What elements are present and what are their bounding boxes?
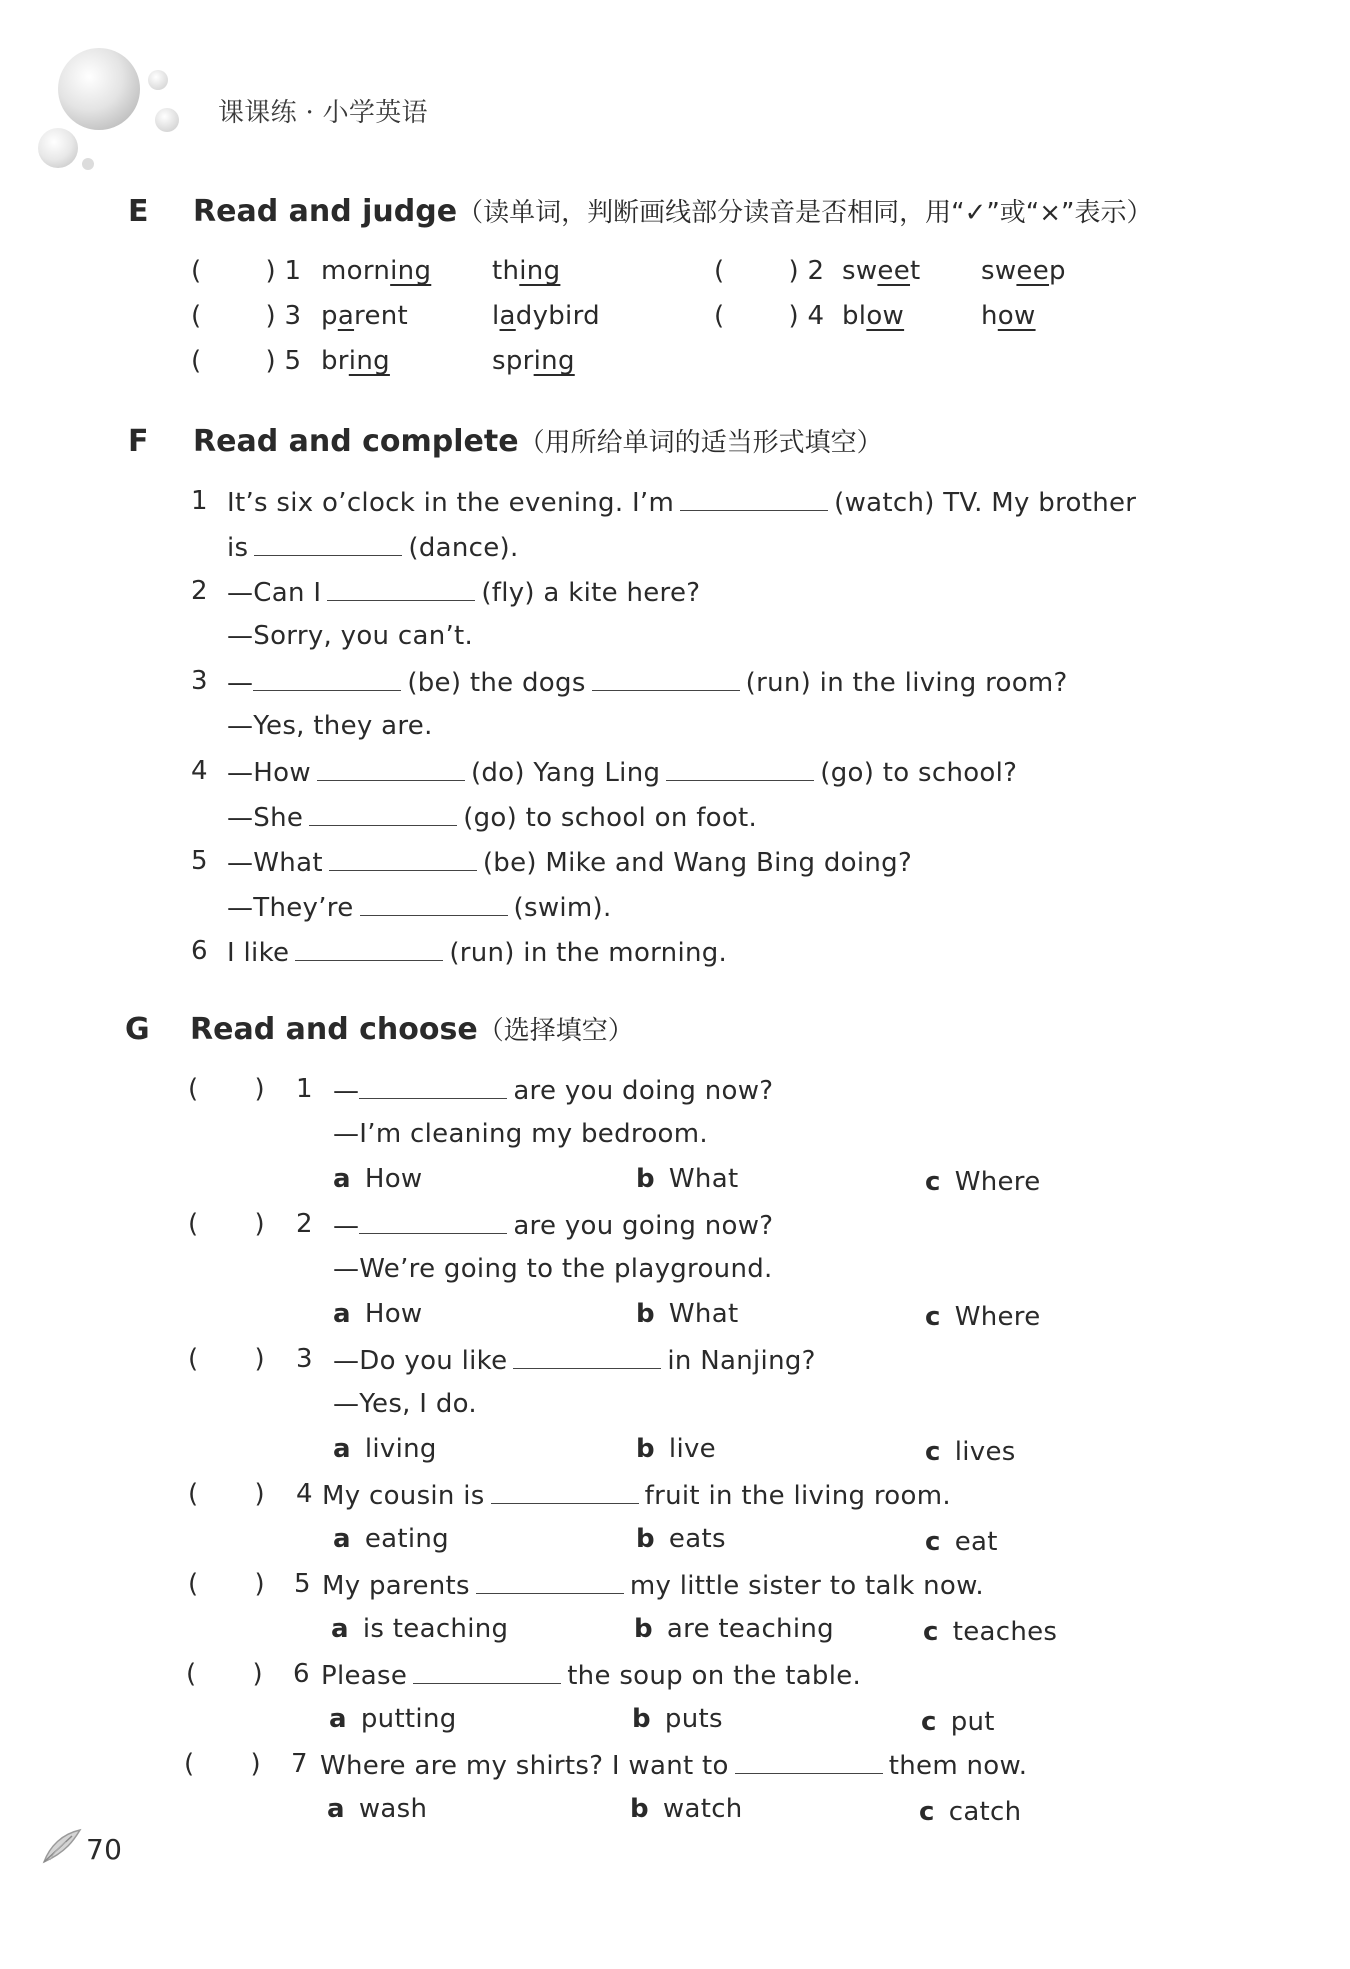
answer-blank[interactable] bbox=[666, 754, 814, 781]
section-g-instruction: （选择填空） bbox=[477, 1016, 634, 1046]
choose-item-5-option-a[interactable]: a is teaching bbox=[331, 1614, 509, 1644]
answer-blank[interactable] bbox=[317, 754, 465, 781]
judge-item-1-word2: thing bbox=[492, 256, 561, 286]
header-bubbles-decoration bbox=[30, 40, 180, 170]
judge-item-2: ( ) 2 bbox=[714, 256, 825, 286]
answer-blank[interactable] bbox=[491, 1477, 639, 1504]
answer-blank[interactable] bbox=[592, 664, 740, 691]
complete-item-2-line2: —Sorry, you can’t. bbox=[227, 621, 474, 651]
answer-blank[interactable] bbox=[513, 1342, 661, 1369]
complete-item-5-line2: —They’re (swim). bbox=[227, 889, 612, 925]
choose-item-7-option-c[interactable]: c catch bbox=[919, 1797, 1022, 1827]
choose-item-1-option-b[interactable]: b What bbox=[636, 1164, 739, 1194]
choose-item-7-bracket[interactable]: ( ) bbox=[184, 1749, 261, 1779]
judge-item-2-word1: sweet bbox=[842, 256, 921, 286]
complete-item-1-num: 1 bbox=[191, 486, 208, 516]
section-g-letter: G bbox=[125, 1012, 150, 1047]
section-g-title: Read and choose bbox=[190, 1012, 478, 1047]
answer-blank[interactable] bbox=[359, 1207, 507, 1234]
complete-item-3-num: 3 bbox=[191, 666, 208, 696]
choose-item-7-num: 7 bbox=[291, 1749, 308, 1779]
judge-item-3-word1: parent bbox=[321, 301, 409, 331]
judge-item-2-word2: sweep bbox=[981, 256, 1066, 286]
choose-item-2-bracket[interactable]: ( ) bbox=[188, 1209, 265, 1239]
choose-item-2-option-c[interactable]: c Where bbox=[925, 1302, 1041, 1332]
complete-item-6-num: 6 bbox=[191, 936, 208, 966]
judge-item-1: ( ) 1 bbox=[191, 256, 302, 286]
choose-item-6-option-a[interactable]: a putting bbox=[329, 1704, 457, 1734]
choose-item-5-question: My parents my little sister to talk now. bbox=[322, 1567, 984, 1603]
choose-item-6-question: Please the soup on the table. bbox=[321, 1657, 861, 1693]
answer-blank[interactable] bbox=[253, 664, 401, 691]
judge-item-5: ( ) 5 bbox=[191, 346, 302, 376]
answer-blank[interactable] bbox=[735, 1747, 883, 1774]
answer-blank[interactable] bbox=[309, 799, 457, 826]
choose-item-2-option-a[interactable]: a How bbox=[333, 1299, 423, 1329]
choose-item-4-option-b[interactable]: b eats bbox=[636, 1524, 726, 1554]
choose-item-7-question: Where are my shirts? I want to them now. bbox=[320, 1747, 1027, 1783]
section-e-heading bbox=[193, 194, 1153, 231]
choose-item-1-option-c[interactable]: c Where bbox=[925, 1167, 1041, 1197]
choose-item-6-option-b[interactable]: b puts bbox=[632, 1704, 723, 1734]
choose-item-7-option-a[interactable]: a wash bbox=[327, 1794, 428, 1824]
choose-item-2-option-b[interactable]: b What bbox=[636, 1299, 739, 1329]
answer-blank[interactable] bbox=[295, 934, 443, 961]
answer-blank[interactable] bbox=[476, 1567, 624, 1594]
complete-item-3-line2: —Yes, they are. bbox=[227, 711, 433, 741]
judge-item-4-word2: how bbox=[981, 301, 1036, 331]
choose-item-1-num: 1 bbox=[296, 1074, 313, 1104]
answer-blank[interactable] bbox=[254, 529, 402, 556]
choose-item-3-option-a[interactable]: a living bbox=[333, 1434, 437, 1464]
choose-item-1-option-a[interactable]: a How bbox=[333, 1164, 423, 1194]
section-f-heading bbox=[193, 424, 883, 461]
complete-item-4-line2: —She (go) to school on foot. bbox=[227, 799, 757, 835]
section-f-instruction: （用所给单词的适当形式填空） bbox=[518, 428, 883, 458]
choose-item-5-num: 5 bbox=[294, 1569, 311, 1599]
judge-item-4: ( ) 4 bbox=[714, 301, 825, 331]
choose-item-7-option-b[interactable]: b watch bbox=[630, 1794, 743, 1824]
judge-item-3-word2: ladybird bbox=[492, 301, 600, 331]
choose-item-3-option-b[interactable]: b live bbox=[636, 1434, 716, 1464]
choose-item-6-num: 6 bbox=[293, 1659, 310, 1689]
choose-item-4-question: My cousin is fruit in the living room. bbox=[322, 1477, 951, 1513]
choose-item-5-option-b[interactable]: b are teaching bbox=[634, 1614, 834, 1644]
complete-item-4-line1: —How (do) Yang Ling (go) to school? bbox=[227, 754, 1017, 790]
choose-item-2-answer-line: —We’re going to the playground. bbox=[333, 1254, 773, 1284]
page-number: 70 bbox=[86, 1833, 123, 1866]
section-f-letter: F bbox=[128, 424, 149, 459]
complete-item-4-num: 4 bbox=[191, 756, 208, 786]
section-g-heading bbox=[190, 1012, 634, 1049]
judge-item-5-word1: bring bbox=[321, 346, 390, 376]
complete-item-3-line1: — (be) the dogs (run) in the living room? bbox=[227, 664, 1068, 700]
complete-item-1-line1: It’s six o’clock in the evening. I’m (watch) TV. My brother bbox=[227, 484, 1136, 520]
choose-item-4-bracket[interactable]: ( ) bbox=[188, 1479, 265, 1509]
choose-item-3-option-c[interactable]: c lives bbox=[925, 1437, 1016, 1467]
choose-item-4-num: 4 bbox=[296, 1479, 313, 1509]
answer-blank[interactable] bbox=[360, 889, 508, 916]
complete-item-1-line2: is (dance). bbox=[227, 529, 519, 565]
section-e-letter: E bbox=[128, 194, 149, 229]
section-e-title: Read and judge bbox=[193, 194, 458, 229]
complete-item-2-line1: —Can I (fly) a kite here? bbox=[227, 574, 700, 610]
choose-item-1-bracket[interactable]: ( ) bbox=[188, 1074, 265, 1104]
choose-item-4-option-c[interactable]: c eat bbox=[925, 1527, 998, 1557]
choose-item-2-question: — are you going now? bbox=[333, 1207, 773, 1243]
section-f-title: Read and complete bbox=[193, 424, 519, 459]
answer-blank[interactable] bbox=[680, 484, 828, 511]
choose-item-4-option-a[interactable]: a eating bbox=[333, 1524, 449, 1554]
answer-blank[interactable] bbox=[413, 1657, 561, 1684]
choose-item-3-bracket[interactable]: ( ) bbox=[188, 1344, 265, 1374]
complete-item-2-num: 2 bbox=[191, 576, 208, 606]
choose-item-2-num: 2 bbox=[296, 1209, 313, 1239]
section-e-instruction: （读单词，判断画线部分读音是否相同，用“✓”或“×”表示） bbox=[457, 198, 1153, 228]
choose-item-3-answer-line: —Yes, I do. bbox=[333, 1389, 477, 1419]
complete-item-5-line1: —What (be) Mike and Wang Bing doing? bbox=[227, 844, 912, 880]
complete-item-6-line1: I like (run) in the morning. bbox=[227, 934, 727, 970]
answer-blank[interactable] bbox=[359, 1072, 507, 1099]
judge-item-1-word1: morning bbox=[321, 256, 432, 286]
choose-item-3-num: 3 bbox=[296, 1344, 313, 1374]
choose-item-6-bracket[interactable]: ( ) bbox=[186, 1659, 263, 1689]
judge-item-3: ( ) 3 bbox=[191, 301, 302, 331]
choose-item-1-question: — are you doing now? bbox=[333, 1072, 773, 1108]
answer-blank[interactable] bbox=[327, 574, 475, 601]
choose-item-3-question: —Do you like in Nanjing? bbox=[333, 1342, 816, 1378]
choose-item-5-option-c[interactable]: c teaches bbox=[923, 1617, 1058, 1647]
answer-blank[interactable] bbox=[329, 844, 477, 871]
judge-item-4-word1: blow bbox=[842, 301, 905, 331]
complete-item-5-num: 5 bbox=[191, 846, 208, 876]
leaf-icon bbox=[40, 1826, 84, 1866]
choose-item-1-answer-line: —I’m cleaning my bedroom. bbox=[333, 1119, 708, 1149]
choose-item-5-bracket[interactable]: ( ) bbox=[188, 1569, 265, 1599]
choose-item-6-option-c[interactable]: c put bbox=[921, 1707, 995, 1737]
header-title: 课课练 · 小学英语 bbox=[218, 98, 428, 128]
judge-item-5-word2: spring bbox=[492, 346, 575, 376]
